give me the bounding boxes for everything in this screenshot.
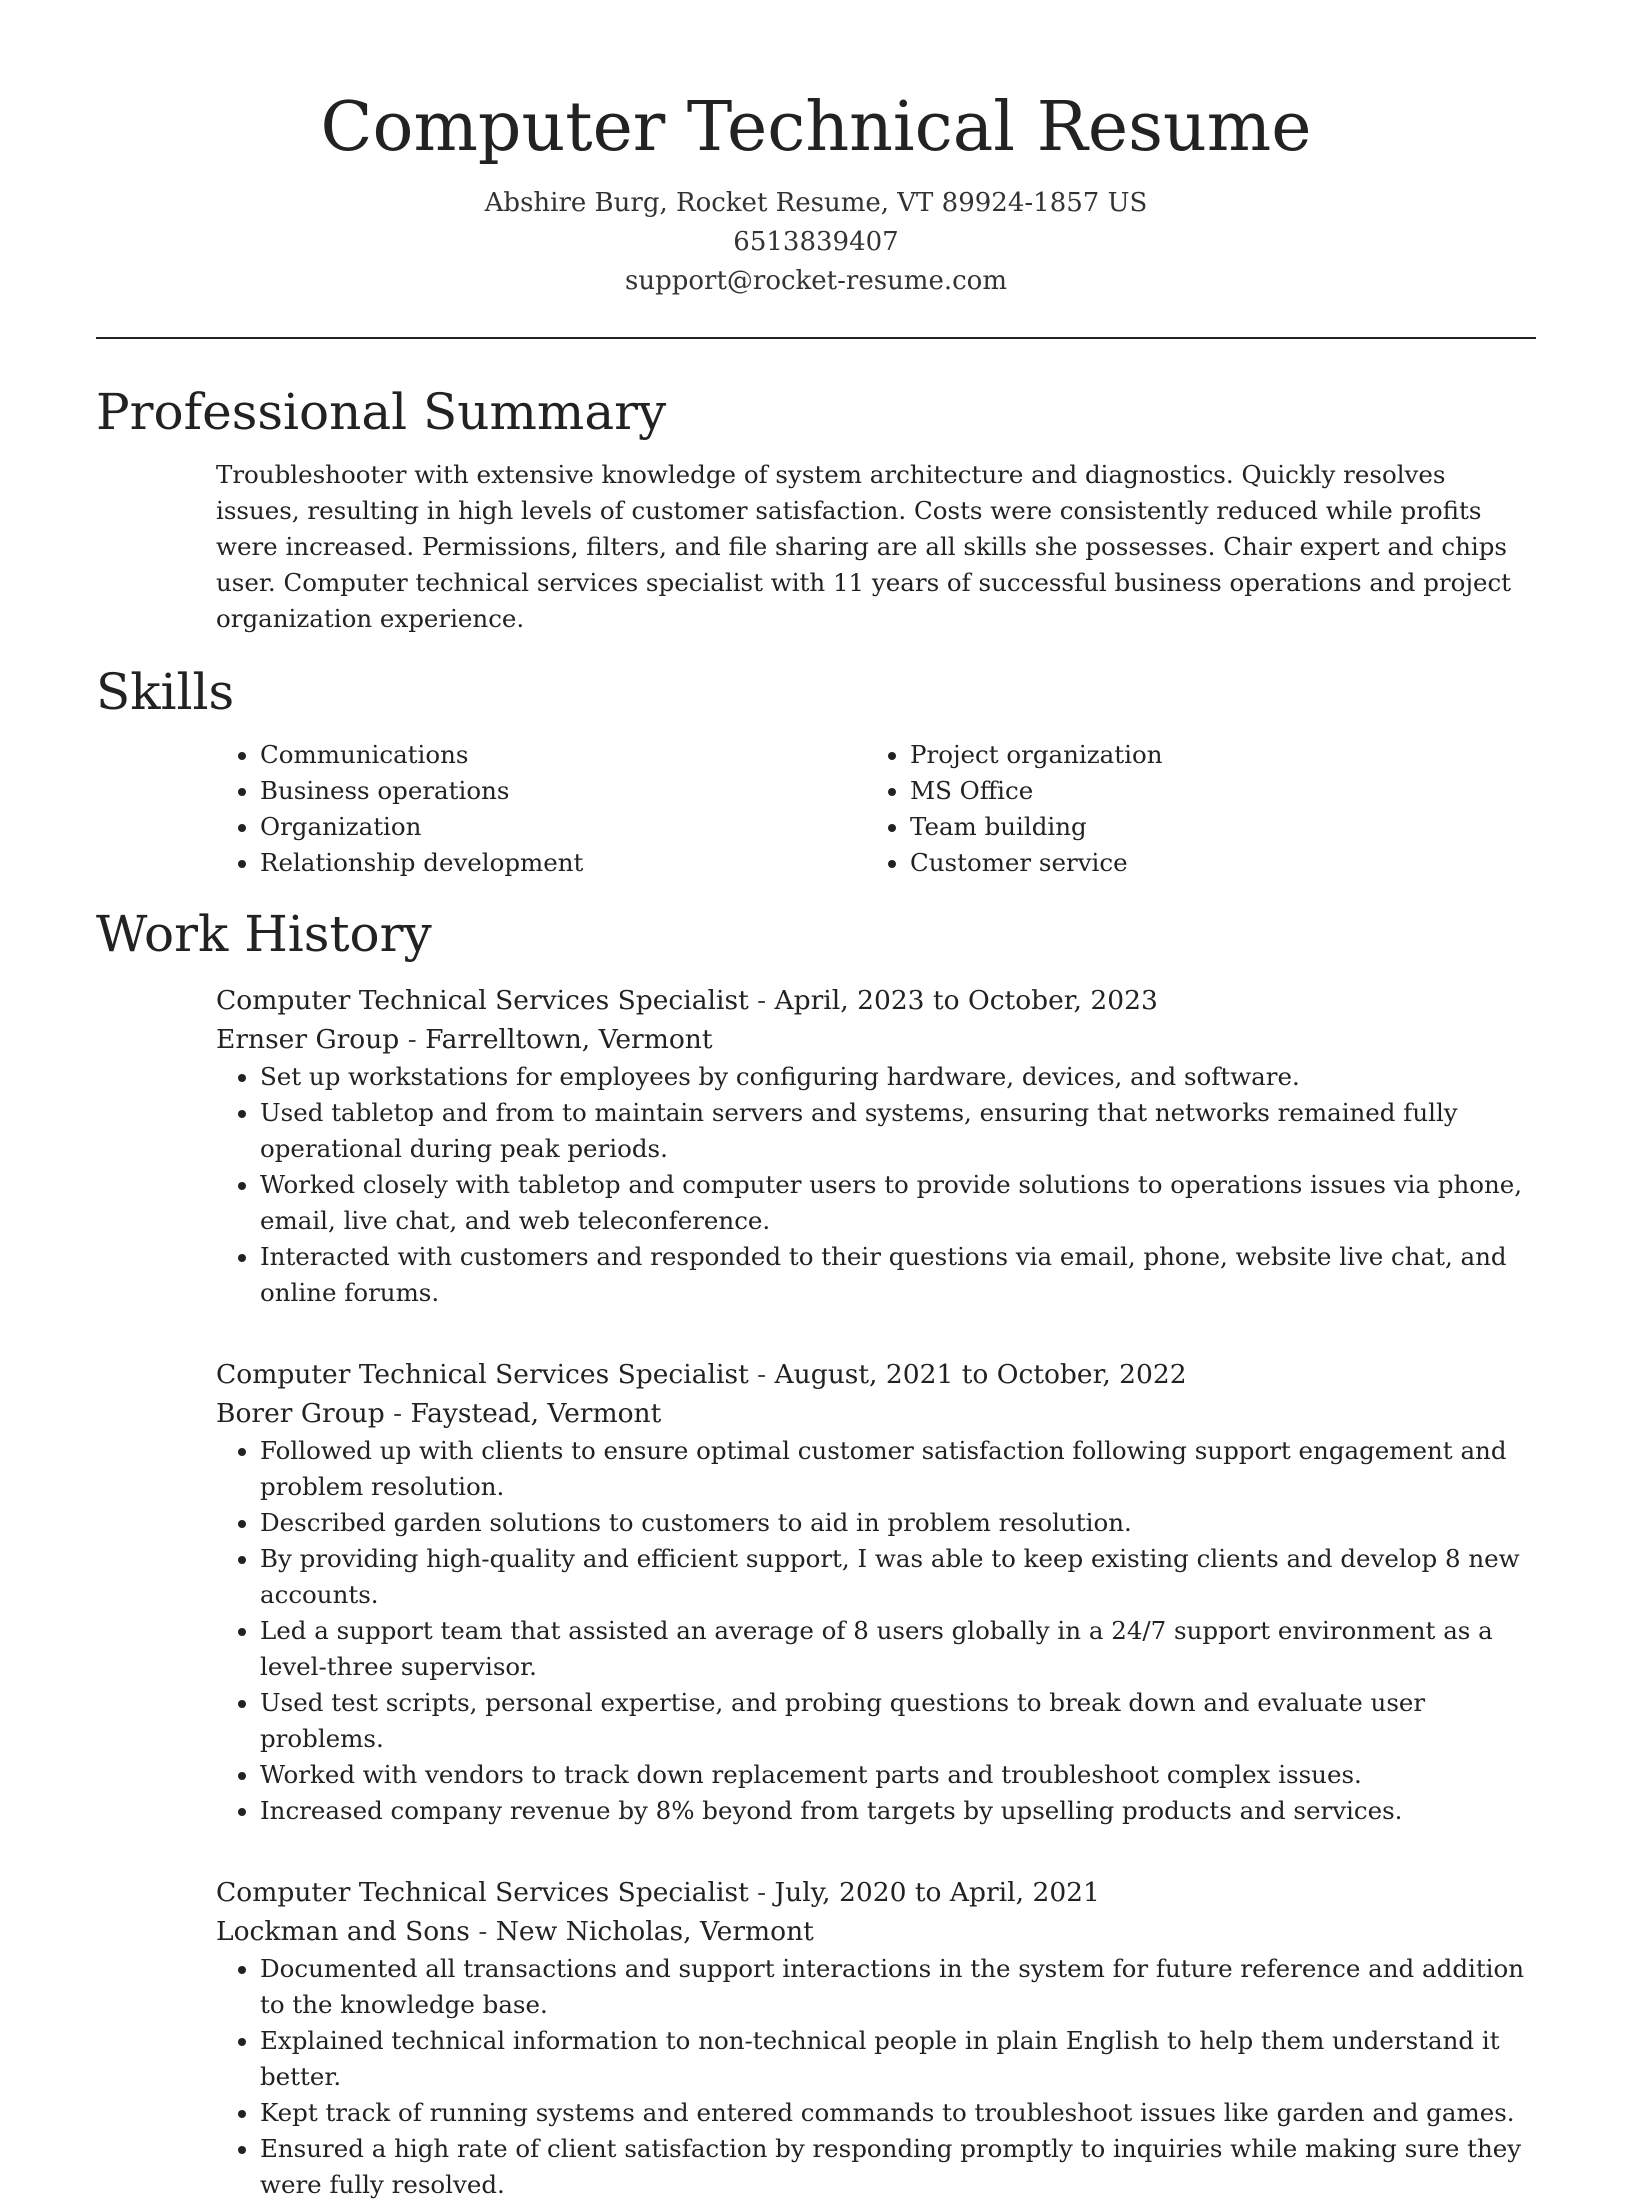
resume-title: Computer Technical Resume (320, 88, 1312, 167)
resume-header (96, 0, 1536, 301)
job-dates: April, 2023 to October, 2023 (774, 985, 1158, 1016)
skills-heading: Skills (96, 663, 235, 721)
job-company: Ernser Group (216, 1024, 400, 1055)
job-bullet: • Used test scripts, personal expertise, and probing questions to break down and evaluate user problems. (260, 1685, 1536, 1757)
skill-item: • Project organization (910, 737, 1516, 773)
skill-item: • Organization (260, 809, 866, 845)
skills-section (96, 661, 1536, 881)
separator: - (399, 1024, 426, 1055)
separator: - (469, 1916, 496, 1947)
skills-list-right (866, 737, 1516, 881)
job-bullet: • Worked with vendors to track down replacement parts and troubleshoot complex issues. (260, 1757, 1536, 1793)
job-bullet: • Described garden solutions to customers to aid in problem resolution. (260, 1505, 1536, 1541)
job-entry (216, 1873, 1536, 2203)
contact-address: Abshire Burg, Rocket Resume, VT 89924-1857 US (484, 188, 1148, 218)
job-bullets (216, 1951, 1536, 2203)
job-bullet: • By providing high-quality and efficient support, I was able to keep existing clients and develop 8 new accounts. (260, 1541, 1536, 1613)
job-bullet: • Increased company revenue by 8% beyond from targets by upselling products and services. (260, 1793, 1536, 1829)
header-divider (96, 337, 1536, 339)
job-title: Computer Technical Services Specialist (216, 985, 749, 1016)
job-bullet: • Followed up with clients to ensure optimal customer satisfaction following support engagement and problem resolution. (260, 1433, 1536, 1505)
skill-item: • Team building (910, 809, 1516, 845)
skill-item: • MS Office (910, 773, 1516, 809)
resume-page (96, 0, 1536, 2203)
contact-phone: 6513839407 (733, 227, 899, 257)
summary-section (96, 381, 1536, 637)
summary-text: Troubleshooter with extensive knowledge of system architecture and diagnostics. Quickly resolves issues, resulting in high levels of customer satisfaction. Costs were consistently reduced while profits were increased. Permissions, filters, and file sharing are all skills she possesses. Chair expert and chips user. Computer technical services specialist with 11 years of successful business operations and project organization experience. (216, 460, 1512, 633)
skills-grid (216, 737, 1536, 881)
job-location: Farrelltown, Vermont (425, 1024, 713, 1055)
work-history-heading: Work History (96, 905, 432, 963)
summary-heading: Professional Summary (96, 383, 667, 441)
separator: - (384, 1398, 411, 1429)
job-bullets (216, 1059, 1536, 1311)
job-company: Borer Group (216, 1398, 385, 1429)
job-location: Faystead, Vermont (410, 1398, 662, 1429)
work-history-section (96, 903, 1536, 2203)
job-heading (216, 1355, 1536, 1394)
skill-item: • Business operations (260, 773, 866, 809)
job-bullet: • Set up workstations for employees by configuring hardware, devices, and software. (260, 1059, 1536, 1095)
job-entry (216, 1355, 1536, 1829)
contact-email: support@rocket-resume.com (624, 266, 1007, 296)
job-employer (216, 1912, 1536, 1951)
skill-item: • Relationship development (260, 845, 866, 881)
skills-list-left (216, 737, 866, 881)
contact-block (96, 184, 1536, 301)
job-bullet: • Interacted with customers and responded to their questions via email, phone, website live chat, and online forums. (260, 1239, 1536, 1311)
job-entry (216, 981, 1536, 1311)
job-bullet: • Used tabletop and from to maintain servers and systems, ensuring that networks remained fully operational during peak periods. (260, 1095, 1536, 1167)
job-employer (216, 1020, 1536, 1059)
separator: - (748, 1359, 775, 1390)
job-bullet: • Led a support team that assisted an average of 8 users globally in a 24/7 support environment as a level-three supervisor. (260, 1613, 1536, 1685)
job-dates: August, 2021 to October, 2022 (774, 1359, 1187, 1390)
job-bullet: • Ensured a high rate of client satisfaction by responding promptly to inquiries while making sure they were fully resolved. (260, 2131, 1536, 2203)
job-bullet: • Documented all transactions and support interactions in the system for future reference and addition to the knowledge base. (260, 1951, 1536, 2023)
skill-item: • Communications (260, 737, 866, 773)
job-heading (216, 981, 1536, 1020)
job-company: Lockman and Sons (216, 1916, 470, 1947)
job-bullet: • Kept track of running systems and entered commands to troubleshoot issues like garden and games. (260, 2095, 1536, 2131)
job-location: New Nicholas, Vermont (495, 1916, 814, 1947)
separator: - (748, 985, 775, 1016)
skill-item: • Customer service (910, 845, 1516, 881)
job-bullets (216, 1433, 1536, 1829)
job-bullet: • Worked closely with tabletop and computer users to provide solutions to operations issues via phone, email, live chat, and web teleconference. (260, 1167, 1536, 1239)
job-bullet: • Explained technical information to non-technical people in plain English to help them understand it better. (260, 2023, 1536, 2095)
job-dates: July, 2020 to April, 2021 (774, 1877, 1100, 1908)
job-employer (216, 1394, 1536, 1433)
separator: - (748, 1877, 775, 1908)
job-heading (216, 1873, 1536, 1912)
job-title: Computer Technical Services Specialist (216, 1877, 749, 1908)
job-title: Computer Technical Services Specialist (216, 1359, 749, 1390)
